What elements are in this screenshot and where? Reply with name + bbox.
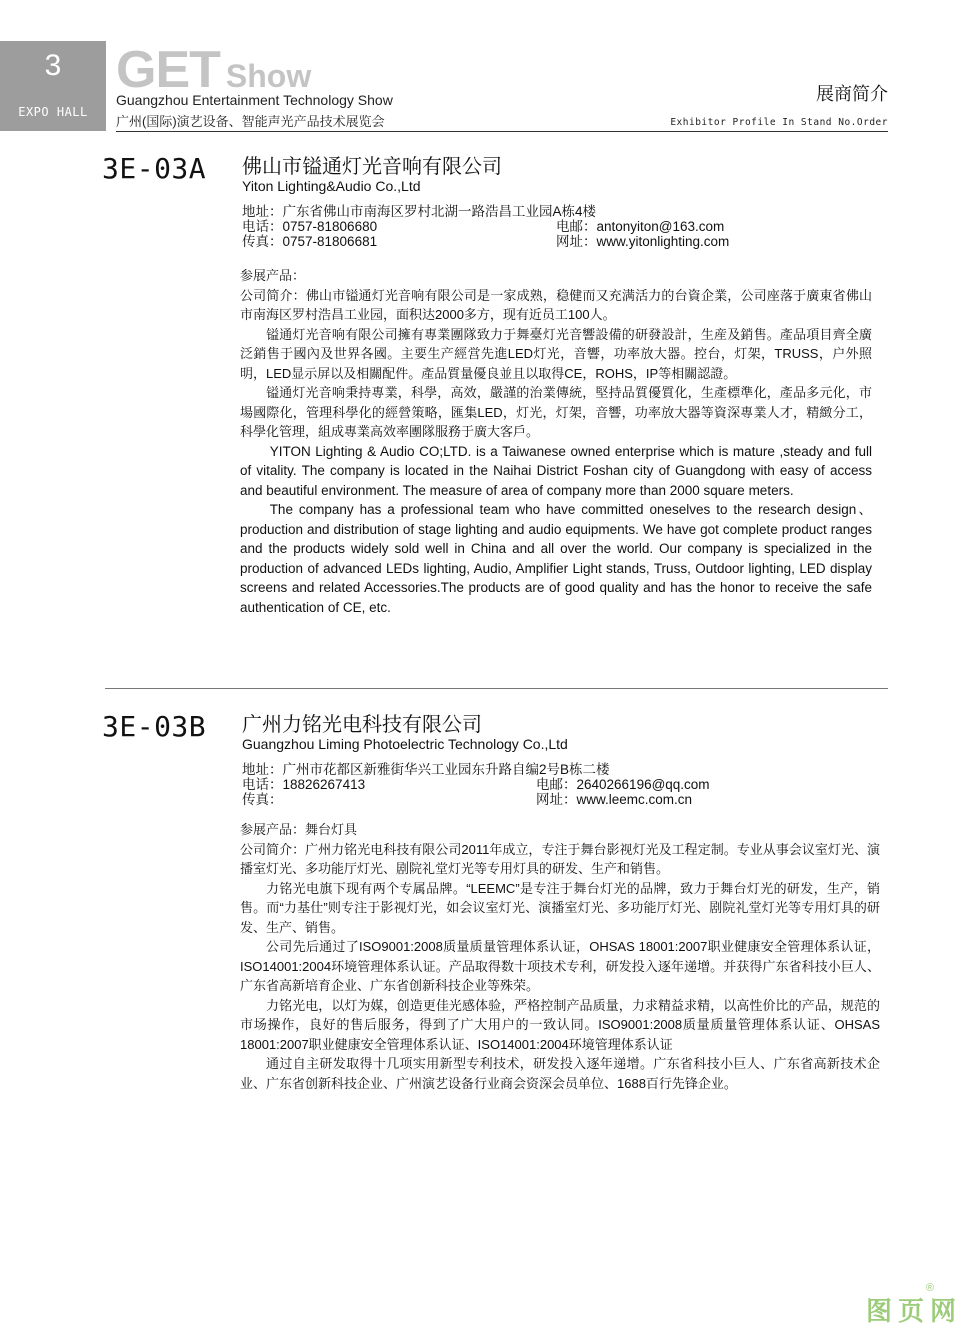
company-description	[240, 266, 872, 617]
stand-number: 3E-03A	[102, 152, 207, 185]
entry-divider	[105, 688, 888, 689]
paragraph: 通过自主研发取得十几项实用新型专利技术，研发投入逐年递增。广东省科技小巨人、广东省高新技术企业、广东省创新科技企业、广州演艺设备行业商会资深会员单位、1688百行先锋企业。	[240, 1056, 880, 1091]
email: 电邮：2640266196@qq.com	[536, 777, 710, 792]
company-description	[240, 820, 880, 1093]
hall-number: 3	[44, 49, 62, 82]
company-name-en: Guangzhou Liming Photoelectric Technology Co.,Ltd	[242, 736, 568, 752]
paragraph: 公司先后通过了ISO9001:2008质量质量管理体系认证，OHSAS 18001:2007职业健康安全管理体系认证，ISO14001:2004环境管理体系认证。产品取得数十项技术专利，研发投入逐年递增。并获得广东省科技小巨人、广东省高新培育企业、广东省创新科技企业等殊荣。	[240, 939, 880, 993]
fax: 传真：0757-81806681	[242, 234, 378, 249]
paragraph: 公司简介：广州力铭光电科技有限公司2011年成立，专注于舞台影视灯光及工程定制。专业从事会议室灯光、演播室灯光、多功能厅灯光、剧院礼堂灯光等专用灯具的研发、生产和销售。	[240, 841, 880, 876]
watermark-logo: 图页网	[865, 1296, 962, 1326]
logo-show: Show	[225, 58, 312, 94]
paragraph: 公司简介：佛山市镒通灯光音响有限公司是一家成熟，稳健而又充满活力的台資企業，公司座落于廣東省佛山市南海区罗村浩昌工业园，面积达2000多方，现有近员工100人。	[240, 287, 872, 322]
show-name-en: Guangzhou Entertainment Technology Show	[116, 92, 393, 108]
paragraph: 力铭光电旗下现有两个专属品牌。“LEEMC”是专注于舞台灯光的品牌，致力于舞台灯光的研发，生产，销售。而“力基仕”则专注于影视灯光，如会议室灯光、演播室灯光、多功能厅灯光、剧院礼堂灯光等专用灯具的研发、生产、销售。	[240, 880, 880, 935]
paragraph: 镒通灯光音响有限公司擁有專業團隊致力于舞臺灯光音響設備的研發設計，生産及銷售。產品項目齊全廣泛銷售于國內及世界各國。主要生产經営先進LED灯光，音響，功率放大器。控台，灯架，TRUSS，户外照明，LED显示屏以及相關配件。產品質量優良並且以取得CE，ROHS，IP等相關認證。	[240, 326, 872, 381]
get-show-logo	[116, 40, 311, 100]
address: 地址：广东省佛山市南海区罗村北湖一路浩昌工业园A栋4楼	[242, 204, 597, 219]
section-title: 展商简介	[816, 84, 888, 104]
stand-number: 3E-03B	[102, 710, 207, 743]
paragraph-en: The company has a professional team who have committed oneselves to the research design、production and distribution of stage lighting and audio equipments. We have got complete product ranges and the products widely sold well in China and all over the world. Our company is specialized in the production of advanced LEDs lighting, Audio, Amplifier Light stands, Truss, Outdoor lighting, LED display screens and related Accessories.The products are of good quality and has the honor to receive the safe authentication of CE, etc.	[240, 502, 872, 615]
phone: 电话：18826267413	[242, 777, 366, 792]
company-name-en: Yiton Lighting&Audio Co.,Ltd	[242, 178, 421, 194]
products-line: 参展产品：	[240, 268, 306, 283]
products-line: 参展产品：舞台灯具	[240, 822, 358, 837]
fax: 传真：	[242, 792, 283, 807]
address: 地址：广州市花都区新雅街华兴工业园东升路自编2号B栋二楼	[242, 762, 610, 777]
website: 网址：www.leemc.com.cn	[536, 792, 693, 807]
hall-label: EXPO HALL	[18, 105, 88, 119]
phone: 电话：0757-81806680	[242, 219, 378, 234]
logo-get: GET	[116, 41, 220, 99]
paragraph: 力铭光电，以灯为媒，创造更佳光感体验，严格控制产品质量，力求精益求精，以高性价比的产品，规范的市场操作，良好的售后服务，得到了广大用户的一致认同。ISO9001:2008质量质量管理体系认证、OHSAS 18001:2007职业健康安全管理体系认证、ISO14001:2004环境管理体系认证	[240, 997, 880, 1052]
company-name-cn: 广州力铭光电科技有限公司	[242, 714, 482, 736]
paragraph: 镒通灯光音响秉持專業，科學，高效，嚴謹的治業傳統，堅持品質優質化，生產標準化，產品多元化，市場國際化，管理科學化的經營策略，匯集LED，灯光，灯架，音響，功率放大器等資深專業人才，精緻分工，科學化管理，組成專業高效率團隊服務于廣大客戶。	[240, 385, 872, 439]
show-name-cn: 广州(国际)演艺设备、智能声光产品技术展览会	[116, 114, 385, 129]
email: 电邮：antonyiton@163.com	[556, 219, 725, 234]
header-rule	[116, 131, 888, 132]
company-name-cn: 佛山市镒通灯光音响有限公司	[242, 156, 502, 178]
watermark-registered-mark: ®	[925, 1282, 934, 1294]
expo-hall-tab	[0, 41, 106, 131]
section-subtitle: Exhibitor Profile In Stand No.Order	[670, 117, 888, 128]
paragraph-en: YITON Lighting & Audio CO;LTD. is a Taiwanese owned enterprise which is mature ,steady and full of vitality. The company is located in the Naihai District Foshan city of Guangdong with easy of access and beautiful environment. The measure of area of company more than 2000 square meters.	[240, 443, 872, 498]
website: 网址：www.yitonlighting.com	[556, 234, 730, 249]
